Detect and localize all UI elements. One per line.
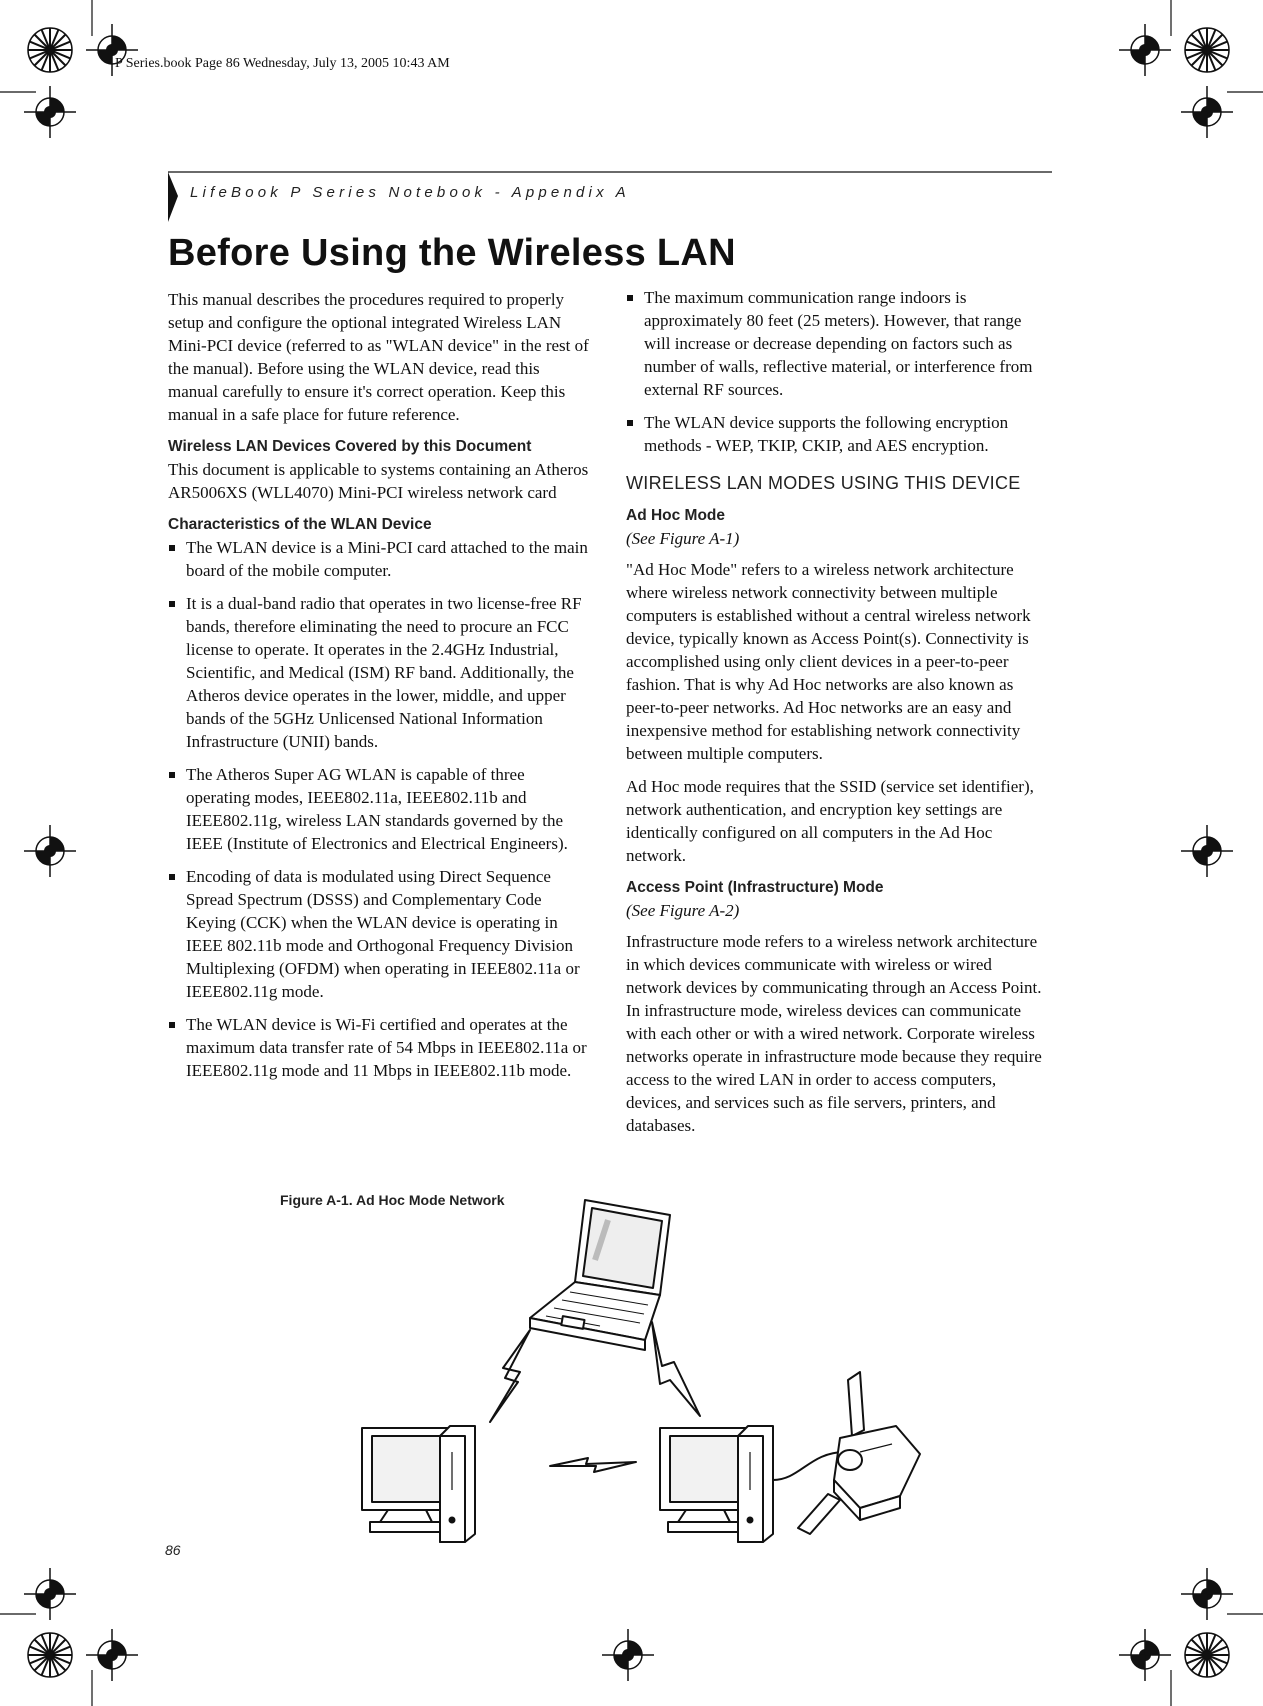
- page-number: 86: [165, 1542, 181, 1558]
- wireless-link-icon: [652, 1322, 700, 1416]
- access-point-heading: Access Point (Infrastructure) Mode: [626, 879, 884, 896]
- list-item: Encoding of data is modulated using Direct Sequence Spread Spectrum (DSSS) and Complementary Code Keying (CCK) when the WLAN device is operating in IEEE 802.11b mode and Orthogonal Frequency Division Multiplexing (OFDM) when operating in IEEE802.11a or IEEE802.11g mode.: [168, 865, 591, 1003]
- list-item: The maximum communication range indoors is approximately 80 feet (25 meters). However, that range will increase or decrease depending on factors such as number of walls, reflective material, or interference from external RF sources.: [626, 286, 1046, 401]
- adhoc-paragraph-1: "Ad Hoc Mode" refers to a wireless network architecture where wireless network connectivity between multiple computers is established without a central wireless network device, typically known as Access Point(s). Connectivity is accomplished using only client devices in a peer-to-peer fashion. That is why Ad Hoc networks are also known as peer-to-peer networks. Ad Hoc networks are an easy and inexpensive method for establishing network connectivity between multiple computers.: [626, 560, 1031, 763]
- adhoc-paragraph-2: Ad Hoc mode requires that the SSID (service set identifier), network authentication, and encryption key settings are identically configured on all computers in the Ad Hoc network.: [626, 777, 1034, 865]
- right-column: [626, 286, 1046, 1147]
- laptop-icon: [530, 1200, 670, 1350]
- adhoc-heading: Ad Hoc Mode: [626, 507, 726, 524]
- access-point-paragraph: Infrastructure mode refers to a wireless network architecture in which devices communicate with wireless or wired network devices by communicating through an Access Point. In infrastructure mode, wireless devices can communicate with each other or with a wired network. Corporate wireless networks operate in infrastructure mode because they require access to the wired LAN in order to access computers, devices, and services such as file servers, printers, and databases.: [626, 932, 1042, 1135]
- print-slug: P Series.book Page 86 Wednesday, July 13, 2005 10:43 AM: [115, 56, 450, 71]
- list-item: The WLAN device is a Mini-PCI card attached to the main board of the mobile computer.: [168, 536, 591, 582]
- desktop-computer-icon: [660, 1426, 773, 1542]
- page-title: Before Using the Wireless LAN: [168, 232, 736, 274]
- adhoc-figure-ref: (See Figure A-1): [626, 529, 740, 548]
- list-item: The WLAN device supports the following encryption methods - WEP, TKIP, CKIP, and AES encryption.: [626, 411, 1046, 457]
- figure-caption: Figure A-1. Ad Hoc Mode Network: [280, 1192, 505, 1208]
- adhoc-network-figure: [340, 1190, 980, 1570]
- desktop-computer-icon: [362, 1426, 475, 1542]
- left-column: [168, 288, 591, 1092]
- devices-paragraph: This document is applicable to systems containing an Atheros AR5006XS (WLL4070) Mini-PCI wireless network card: [168, 460, 589, 502]
- range-encryption-list: [626, 286, 1046, 457]
- running-head: LifeBook P Series Notebook - Appendix A: [190, 184, 630, 201]
- list-item: The Atheros Super AG WLAN is capable of three operating modes, IEEE802.11a, IEEE802.11b and IEEE802.11g, wireless LAN standards governed by the IEEE (Institute of Electronics and Electrical Engineers).: [168, 763, 591, 855]
- characteristics-heading: Characteristics of the WLAN Device: [168, 516, 432, 533]
- devices-heading: Wireless LAN Devices Covered by this Document: [168, 438, 532, 455]
- modes-heading: WIRELESS LAN MODES USING THIS DEVICE: [626, 473, 1021, 493]
- list-item: It is a dual-band radio that operates in two license-free RF bands, therefore eliminating the need to procure an FCC license to operate. It operates in the 2.4GHz Industrial, Scientific, and Medical (ISM) RF band. Additionally, the Atheros device operates in the lower, middle, and upper bands of the 5GHz Unlicensed National Information Infrastructure (UNII) bands.: [168, 592, 591, 753]
- list-item: The WLAN device is Wi-Fi certified and operates at the maximum data transfer rate of 54 Mbps in IEEE802.11a or IEEE802.11g mode and 11 Mbps in IEEE802.11b mode.: [168, 1013, 591, 1082]
- wireless-link-icon: [550, 1458, 636, 1472]
- intro-paragraph: This manual describes the procedures required to properly setup and configure the optional integrated Wireless LAN Mini-PCI device (referred to as "WLAN device" in the rest of the manual). Before using the WLAN device, read this manual carefully to ensure it's correct operation. Keep this manual in a safe place for future reference.: [168, 290, 589, 424]
- printer-icon: [798, 1372, 920, 1534]
- access-point-figure-ref: (See Figure A-2): [626, 901, 740, 920]
- wireless-link-icon: [490, 1330, 530, 1422]
- characteristics-list: [168, 536, 591, 1082]
